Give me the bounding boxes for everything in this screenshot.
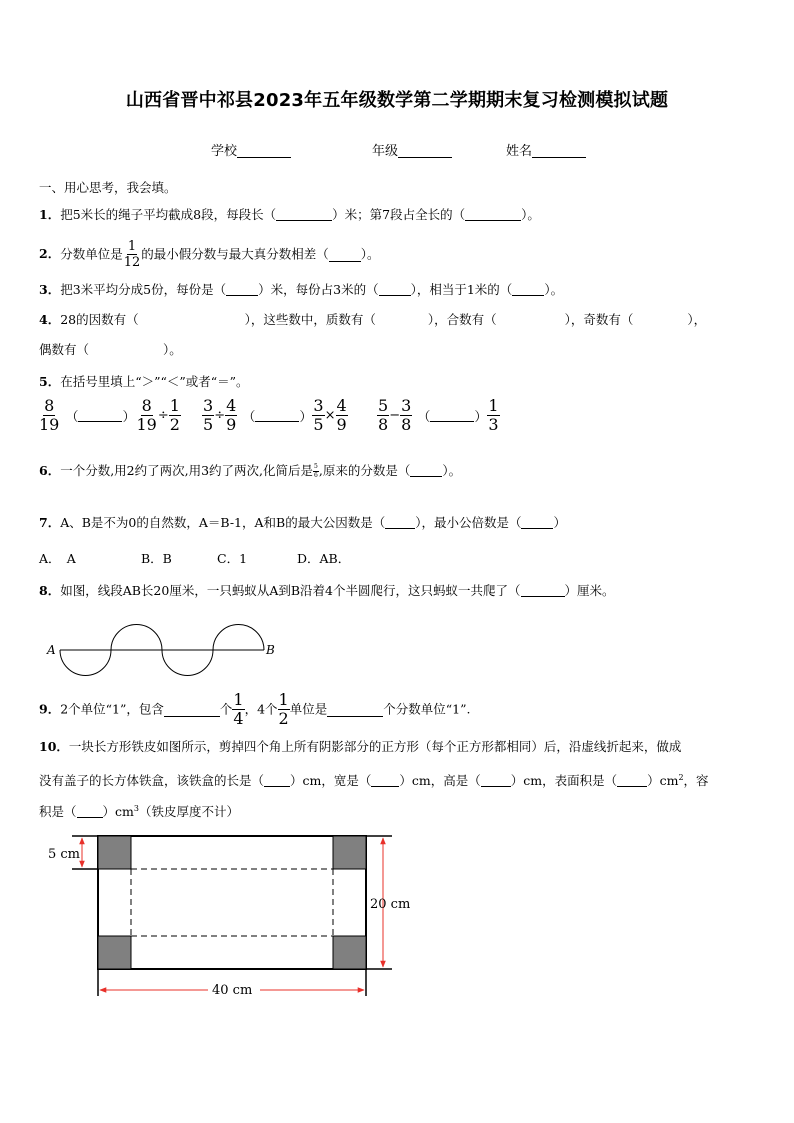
fraction: $\frac{8}{19}$ <box>136 396 157 434</box>
q10-blank-height[interactable] <box>481 773 511 787</box>
q7-text: A、B是不为0的自然数，A＝B-1，A和B的最大公因数是（ <box>60 515 386 530</box>
q4-b: ），这些数中，质数有（ <box>244 312 376 327</box>
q2-pre: 分数单位是 <box>60 246 123 262</box>
question-4 <box>39 312 706 328</box>
question-number: 9． <box>39 701 61 717</box>
q8-blank[interactable] <box>521 583 565 597</box>
q9-d: 单位是 <box>289 701 328 717</box>
q2-post: 的最小假分数与最大真分数相差（ <box>141 246 329 262</box>
q7-mid: ），最小公倍数是（ <box>415 515 522 530</box>
question-9 <box>39 692 470 727</box>
fraction: $\frac{1}{2}$ <box>169 396 180 434</box>
fraction: $\frac{8}{19}$ <box>39 396 60 434</box>
q1-blank-1[interactable] <box>276 207 332 221</box>
q5-item-3 <box>377 398 500 433</box>
length-label: 40 cm <box>212 983 253 998</box>
side-label: 20 cm <box>370 897 411 912</box>
question-number: 4． <box>39 312 61 327</box>
fraction: $\frac{3}{5}$ <box>203 396 214 434</box>
question-4-line-2 <box>39 342 182 358</box>
superscript: 2 <box>678 773 684 782</box>
question-10-line-2 <box>39 770 709 789</box>
q4-a: 28的因数有（ <box>60 312 139 327</box>
q10-line2f: ，容 <box>683 773 709 789</box>
fraction: $\frac{4}{9}$ <box>226 396 237 434</box>
question-number: 1． <box>39 207 61 222</box>
q3-blank-3[interactable] <box>512 282 544 296</box>
q7-option-c[interactable]: C．1 <box>217 551 248 566</box>
q4-c: ），合数有（ <box>427 312 497 327</box>
q6-text: 一个分数,用2约了两次,用3约了两次,化简后是 <box>60 463 314 478</box>
q3-b: ）米，每份占3米的（ <box>258 282 379 297</box>
q9-blank-2[interactable] <box>327 703 383 717</box>
q2-end: ）。 <box>360 246 380 262</box>
q9-b: 个 <box>219 701 233 717</box>
operator: ÷ <box>214 408 226 423</box>
question-number: 8． <box>39 583 61 598</box>
q2-fraction: $\frac{1}{12}$ <box>123 239 141 270</box>
q1-mid: ）米；第7段占全长的（ <box>332 207 466 222</box>
question-number: 3． <box>39 282 61 297</box>
q5-text: 在括号里填上“＞”“＜”或者“＝”。 <box>60 374 249 389</box>
q1-end: ）。 <box>521 207 540 222</box>
q6-post: ,原来的分数是（ <box>318 463 411 478</box>
question-number: 5． <box>39 374 61 389</box>
fraction: $\frac{3}{8}$ <box>401 396 412 434</box>
q9-e: 个分数单位“1”. <box>383 701 471 717</box>
question-2 <box>39 240 380 269</box>
fraction: $\frac{5}{8}$ <box>378 396 389 434</box>
label-b: B <box>266 643 275 657</box>
fraction: $\frac{4}{9}$ <box>336 396 347 434</box>
q8-text: 如图，线段AB长20厘米，一只蚂蚁从A到B沿着4个半圆爬行，这只蚂蚁一共爬了（ <box>60 583 521 598</box>
height-label: 5 cm <box>48 847 81 862</box>
q3-blank-2[interactable] <box>379 282 411 296</box>
q4-e: ）， <box>687 312 707 327</box>
q10-line3c: （铁皮厚度不计） <box>138 804 239 820</box>
q9-blank-1[interactable] <box>164 703 220 717</box>
school-blank[interactable] <box>237 143 291 158</box>
q3-blank-1[interactable] <box>226 282 258 296</box>
corner-square <box>333 836 366 869</box>
q3-text: 把3米平均分成5份，每份是（ <box>60 282 227 297</box>
q10-blank-width[interactable] <box>371 773 399 787</box>
name-field[interactable] <box>506 140 586 159</box>
operator: × <box>324 408 336 423</box>
q4-line2a: 偶数有（ <box>39 342 90 357</box>
sheet-metal-figure <box>40 828 420 1000</box>
grade-label: 年级 <box>372 144 399 159</box>
q7-option-a[interactable]: A． A <box>39 551 76 566</box>
page-title: 山西省晋中祁县2023年五年级数学第二学期期末复习检测模拟试题 <box>125 90 669 111</box>
q3-end: ）。 <box>544 282 564 297</box>
superscript: 3 <box>133 804 139 813</box>
q8-end: ）厘米。 <box>564 583 615 598</box>
q10-line3a: 积是（ <box>39 804 77 820</box>
question-number: 2． <box>39 246 61 261</box>
section-heading: 一、用心思考，我会填。 <box>39 180 177 195</box>
q6-fraction: $\frac{5}{6}$ <box>314 463 318 479</box>
question-3 <box>39 282 563 298</box>
label-a: A <box>47 643 56 657</box>
q10-blank-volume[interactable] <box>77 804 103 818</box>
name-label: 姓名 <box>506 144 533 159</box>
question-number: 7． <box>39 515 61 530</box>
q10-blank-length[interactable] <box>264 773 290 787</box>
q6-end: ）。 <box>442 463 462 478</box>
q3-c: ），相当于1米的（ <box>410 282 513 297</box>
question-number: 6． <box>39 463 61 478</box>
name-blank[interactable] <box>532 143 586 158</box>
metal-sheet <box>98 836 366 969</box>
q10-blank-area[interactable] <box>617 773 647 787</box>
corner-square <box>333 936 366 969</box>
grade-field[interactable] <box>372 140 452 159</box>
semicircle-figure <box>40 614 290 686</box>
question-5 <box>39 374 249 390</box>
q10-line2a: 没有盖子的长方体铁盒，该铁盒的长是（ <box>39 773 265 789</box>
school-field[interactable] <box>211 140 291 159</box>
q10-line3b: ）cm <box>102 804 134 820</box>
corner-square <box>98 836 131 869</box>
grade-blank[interactable] <box>398 143 452 158</box>
operator: − <box>389 408 401 423</box>
question-7 <box>39 515 566 531</box>
q9-fraction-2: $\frac{1}{2}$ <box>278 690 289 728</box>
q7-option-d[interactable]: D．AB． <box>297 551 351 566</box>
q7-blank-1[interactable] <box>385 515 415 529</box>
q6-blank[interactable] <box>410 463 442 477</box>
q10-line2b: ）cm，宽是（ <box>290 773 372 789</box>
compare-blank[interactable]: （ ） <box>65 410 136 425</box>
q10-line1: 一块长方形铁皮如图所示，剪掉四个角上所有阴影部分的正方形（每个正方形都相同）后，沿虚线折起来，做成 <box>68 739 682 754</box>
q9-fraction-1: $\frac{1}{4}$ <box>233 690 244 728</box>
q4-line2b: ）。 <box>163 342 182 357</box>
question-10 <box>39 739 681 755</box>
q9-c: ，4个 <box>244 701 278 717</box>
q7-blank-2[interactable] <box>521 515 553 529</box>
q7-end: ） <box>553 515 566 530</box>
q9-a: 2个单位“1”，包含 <box>60 701 164 717</box>
q7-option-b[interactable]: B．B <box>141 551 172 566</box>
q1-blank-2[interactable] <box>465 207 521 221</box>
question-number: 10． <box>39 739 69 754</box>
compare-blank[interactable]: （ ） <box>242 410 313 425</box>
question-8 <box>39 583 615 599</box>
q4-d: ），奇数有（ <box>564 312 634 327</box>
fraction: $\frac{3}{5}$ <box>313 396 324 434</box>
question-10-line-3 <box>39 801 239 820</box>
q10-line2d: ）cm，表面积是（ <box>510 773 618 789</box>
compare-blank[interactable]: （ ） <box>417 410 488 425</box>
question-1 <box>39 207 540 223</box>
school-label: 学校 <box>211 144 238 159</box>
q10-line2c: ）cm，高是（ <box>399 773 481 789</box>
q10-line2e: ）cm <box>647 773 679 789</box>
q1-text: 把5米长的绳子平均截成8段，每段长（ <box>60 207 277 222</box>
q5-item-1 <box>38 398 181 433</box>
q5-item-2 <box>202 398 348 433</box>
fraction: $\frac{1}{3}$ <box>488 396 499 434</box>
q2-blank[interactable] <box>329 248 361 262</box>
operator: ÷ <box>157 408 169 423</box>
question-6 <box>39 463 461 479</box>
corner-square <box>98 936 131 969</box>
